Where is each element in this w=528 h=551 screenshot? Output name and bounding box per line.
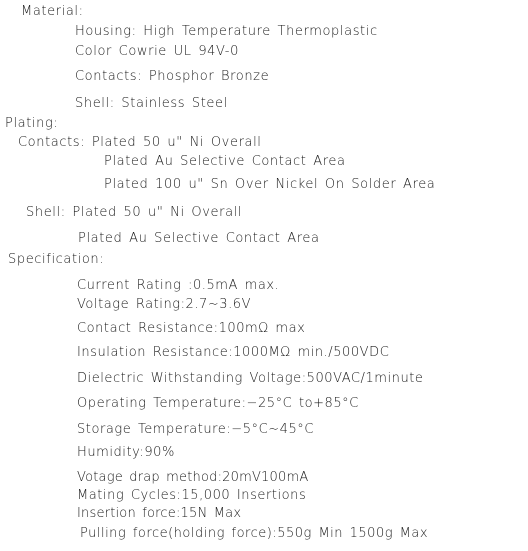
spec-insulation-resistance: Insulation Resistance:1000MΩ min./500VDC xyxy=(77,345,390,360)
plating-contacts-line1: Contacts: Plated 50 u" Ni Overall xyxy=(18,135,262,150)
spec-current-rating: Current Rating :0.5mA max. xyxy=(77,278,280,293)
specification-heading: Specification: xyxy=(8,252,105,267)
material-shell: Shell: Stainless Steel xyxy=(75,96,228,111)
material-housing: Housing: High Temperature Thermoplastic xyxy=(75,24,378,39)
spec-dielectric-voltage: Dielectric Withstanding Voltage:500VAC/1minute xyxy=(77,371,424,386)
spec-storage-temperature: Storage Temperature:−5°C~45°C xyxy=(77,422,314,437)
spec-humidity: Humidity:90% xyxy=(77,445,175,460)
material-heading: Material: xyxy=(21,4,84,19)
plating-contacts-line3: Plated 100 u" Sn Over Nickel On Solder Area xyxy=(104,177,436,192)
plating-heading: Plating: xyxy=(5,116,59,131)
material-contacts: Contacts: Phosphor Bronze xyxy=(75,69,270,84)
spec-voltage-rating: Voltage Rating:2.7~3.6V xyxy=(77,297,252,312)
spec-contact-resistance: Contact Resistance:100mΩ max xyxy=(77,321,306,336)
spec-operating-temperature: Operating Temperature:−25°C to+85°C xyxy=(77,396,359,411)
spec-mating-cycles: Mating Cycles:15,000 Insertions xyxy=(77,488,307,503)
plating-contacts-line2: Plated Au Selective Contact Area xyxy=(104,154,346,169)
spec-insertion-force: Insertion force:15N Max xyxy=(77,506,242,521)
plating-shell-line2: Plated Au Selective Contact Area xyxy=(78,231,320,246)
material-color: Color Cowrie UL 94V-0 xyxy=(75,44,239,59)
spec-voltage-drop-method: Votage drap method:20mV100mA xyxy=(77,470,309,485)
plating-shell-line1: Shell: Plated 50 u" Ni Overall xyxy=(26,205,243,220)
spec-pulling-force: Pulling force(holding force):550g Min 1500g Max xyxy=(80,526,429,541)
